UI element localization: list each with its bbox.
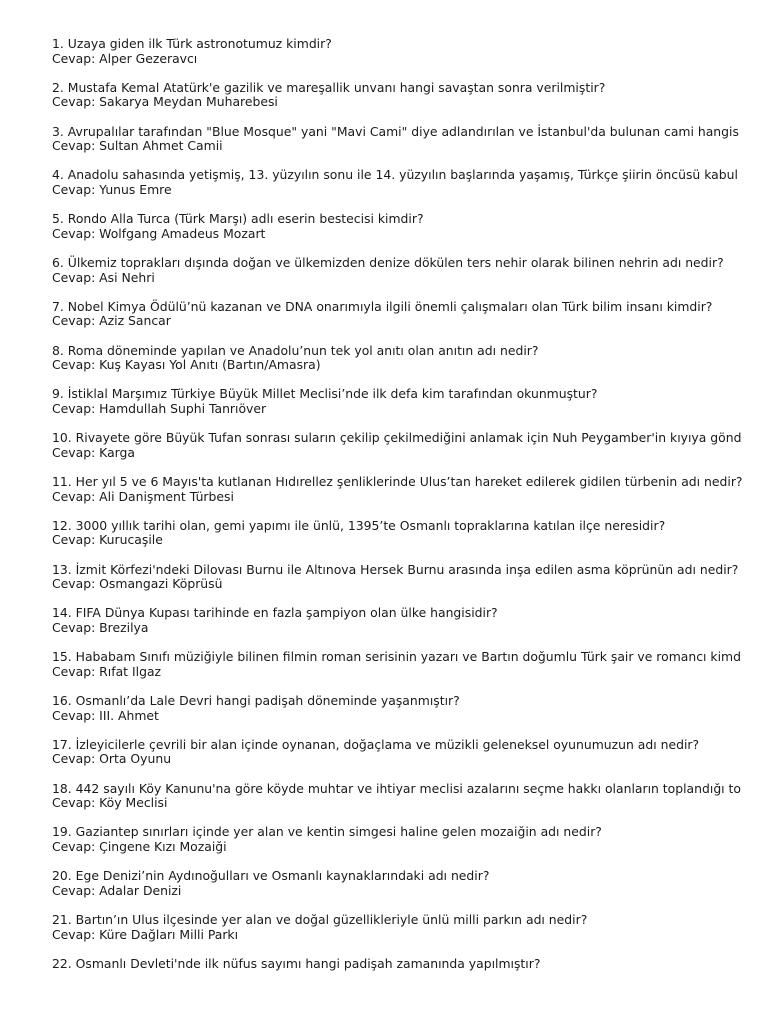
question-text: 13. İzmit Körfezi'ndeki Dilovası Burnu ile Altınova Hersek Burnu arasında inşa edilen asma köprünün adı nedir?: [52, 561, 739, 577]
answer-text: Cevap: Köy Meclisi: [52, 795, 168, 811]
qa-item-16: [52, 694, 768, 738]
answer-text: Cevap: Wolfgang Amadeus Mozart: [52, 225, 266, 241]
question-text: 10. Rivayete göre Büyük Tufan sonrası suların çekilip çekilmediğini anlamak için Nuh Peygamber'in kıyıya gönd: [52, 430, 742, 446]
answer-text: Cevap: Kurucaşile: [52, 532, 163, 548]
answer-text: Cevap: Rıfat Ilgaz: [52, 663, 162, 679]
qa-item-1: [52, 37, 768, 81]
quiz-document: [52, 37, 768, 1001]
question-text: 15. Hababam Sınıfı müziğiyle bilinen filmin roman serisinin yazarı ve Bartın doğumlu Türk şair ve romancı kimd: [52, 649, 741, 665]
question-text: 12. 3000 yıllık tarihi olan, gemi yapımı ile ünlü, 1395’te Osmanlı topraklarına katılan ilçe neresidir?: [52, 517, 666, 533]
qa-item-6: [52, 256, 768, 300]
qa-item-20: [52, 869, 768, 913]
question-text: 14. FIFA Dünya Kupası tarihinde en fazla şampiyon olan ülke hangisidir?: [52, 605, 498, 621]
qa-item-2: [52, 81, 768, 125]
question-text: 2. Mustafa Kemal Atatürk'e gazilik ve mareşallik unvanı hangi savaştan sonra verilmiştir?: [52, 79, 606, 95]
qa-item-3: [52, 125, 768, 169]
answer-text: Cevap: Asi Nehri: [52, 269, 155, 285]
question-text: 4. Anadolu sahasında yetişmiş, 13. yüzyılın sonu ile 14. yüzyılın başlarında yaşamış, Türkçe şiirin öncüsü kabul: [52, 167, 738, 183]
qa-item-18: [52, 782, 768, 826]
answer-text: Cevap: Sakarya Meydan Muharebesi: [52, 94, 278, 110]
question-text: 6. Ülkemiz toprakları dışında doğan ve ülkemizden denize dökülen ters nehir olarak bilinen nehrin adı nedir?: [52, 254, 724, 270]
answer-text: Cevap: Adalar Denizi: [52, 882, 182, 898]
qa-item-12: [52, 519, 768, 563]
question-text: 9. İstiklal Marşımız Türkiye Büyük Millet Meclisi’nde ilk defa kim tarafından okunmuştur?: [52, 386, 598, 402]
answer-text: Cevap: Küre Dağları Milli Parkı: [52, 926, 239, 942]
question-text: 20. Ege Denizi’nin Aydınoğulları ve Osmanlı kaynaklarındaki adı nedir?: [52, 868, 490, 884]
answer-text: Cevap: Çingene Kızı Mozaiği: [52, 838, 227, 854]
question-text: 19. Gaziantep sınırları içinde yer alan ve kentin simgesi haline gelen mozaiğin adı nedir?: [52, 824, 602, 840]
qa-item-8: [52, 344, 768, 388]
question-text: 21. Bartın’ın Ulus ilçesinde yer alan ve doğal güzellikleriyle ünlü milli parkın adı nedir?: [52, 911, 588, 927]
question-text: 7. Nobel Kimya Ödülü’nü kazanan ve DNA onarımıyla ilgili önemli çalışmaları olan Türk bilim insanı kimdir?: [52, 298, 713, 314]
answer-text: Cevap: Yunus Emre: [52, 181, 172, 197]
qa-item-11: [52, 475, 768, 519]
qa-item-13: [52, 563, 768, 607]
answer-text: Cevap: Ali Danişment Türbesi: [52, 488, 234, 504]
answer-text: Cevap: Sultan Ahmet Camii: [52, 138, 223, 154]
answer-text: Cevap: Alper Gezeravcı: [52, 50, 198, 66]
question-text: 17. İzleyicilerle çevrili bir alan içinde oynanan, doğaçlama ve müzikli geleneksel oyunumuzun adı nedir?: [52, 736, 700, 752]
qa-item-15: [52, 650, 768, 694]
question-text: 5. Rondo Alla Turca (Türk Marşı) adlı eserin bestecisi kimdir?: [52, 211, 424, 227]
qa-item-22: [52, 957, 768, 1001]
qa-item-7: [52, 300, 768, 344]
qa-item-9: [52, 387, 768, 431]
answer-text: Cevap: Hamdullah Suphi Tanrıöver: [52, 400, 267, 416]
question-text: 11. Her yıl 5 ve 6 Mayıs'ta kutlanan Hıdırellez şenliklerinde Ulus’tan hareket edilerek gidilen türbenin adı nedir?: [52, 473, 743, 489]
qa-item-17: [52, 738, 768, 782]
answer-text: Cevap: Kuş Kayası Yol Anıtı (Bartın/Amasra): [52, 357, 321, 373]
qa-item-10: [52, 431, 768, 475]
question-text: 3. Avrupalılar tarafından "Blue Mosque" yani "Mavi Cami" diye adlandırılan ve İstanbul'da bulunan cami hangis: [52, 123, 739, 139]
answer-text: Cevap: Aziz Sancar: [52, 313, 171, 329]
qa-item-14: [52, 606, 768, 650]
answer-text: Cevap: Orta Oyunu: [52, 751, 172, 767]
question-text: 8. Roma döneminde yapılan ve Anadolu’nun tek yol anıtı olan anıtın adı nedir?: [52, 342, 539, 358]
qa-item-5: [52, 212, 768, 256]
question-text: 22. Osmanlı Devleti'nde ilk nüfus sayımı hangi padişah zamanında yapılmıştır?: [52, 955, 541, 971]
question-text: 1. Uzaya giden ilk Türk astronotumuz kimdir?: [52, 37, 332, 51]
question-text: 18. 442 sayılı Köy Kanunu'na göre köyde muhtar ve ihtiyar meclisi azalarını seçme hakkı olanların toplandığı to: [52, 780, 741, 796]
qa-item-4: [52, 168, 768, 212]
answer-text: Cevap: Brezilya: [52, 619, 149, 635]
qa-item-19: [52, 825, 768, 869]
answer-text: Cevap: Karga: [52, 444, 136, 460]
answer-text: Cevap: Osmangazi Köprüsü: [52, 576, 223, 592]
qa-item-21: [52, 913, 768, 957]
question-text: 16. Osmanlı’da Lale Devri hangi padişah döneminde yaşanmıştır?: [52, 692, 460, 708]
answer-text: Cevap: III. Ahmet: [52, 707, 159, 723]
